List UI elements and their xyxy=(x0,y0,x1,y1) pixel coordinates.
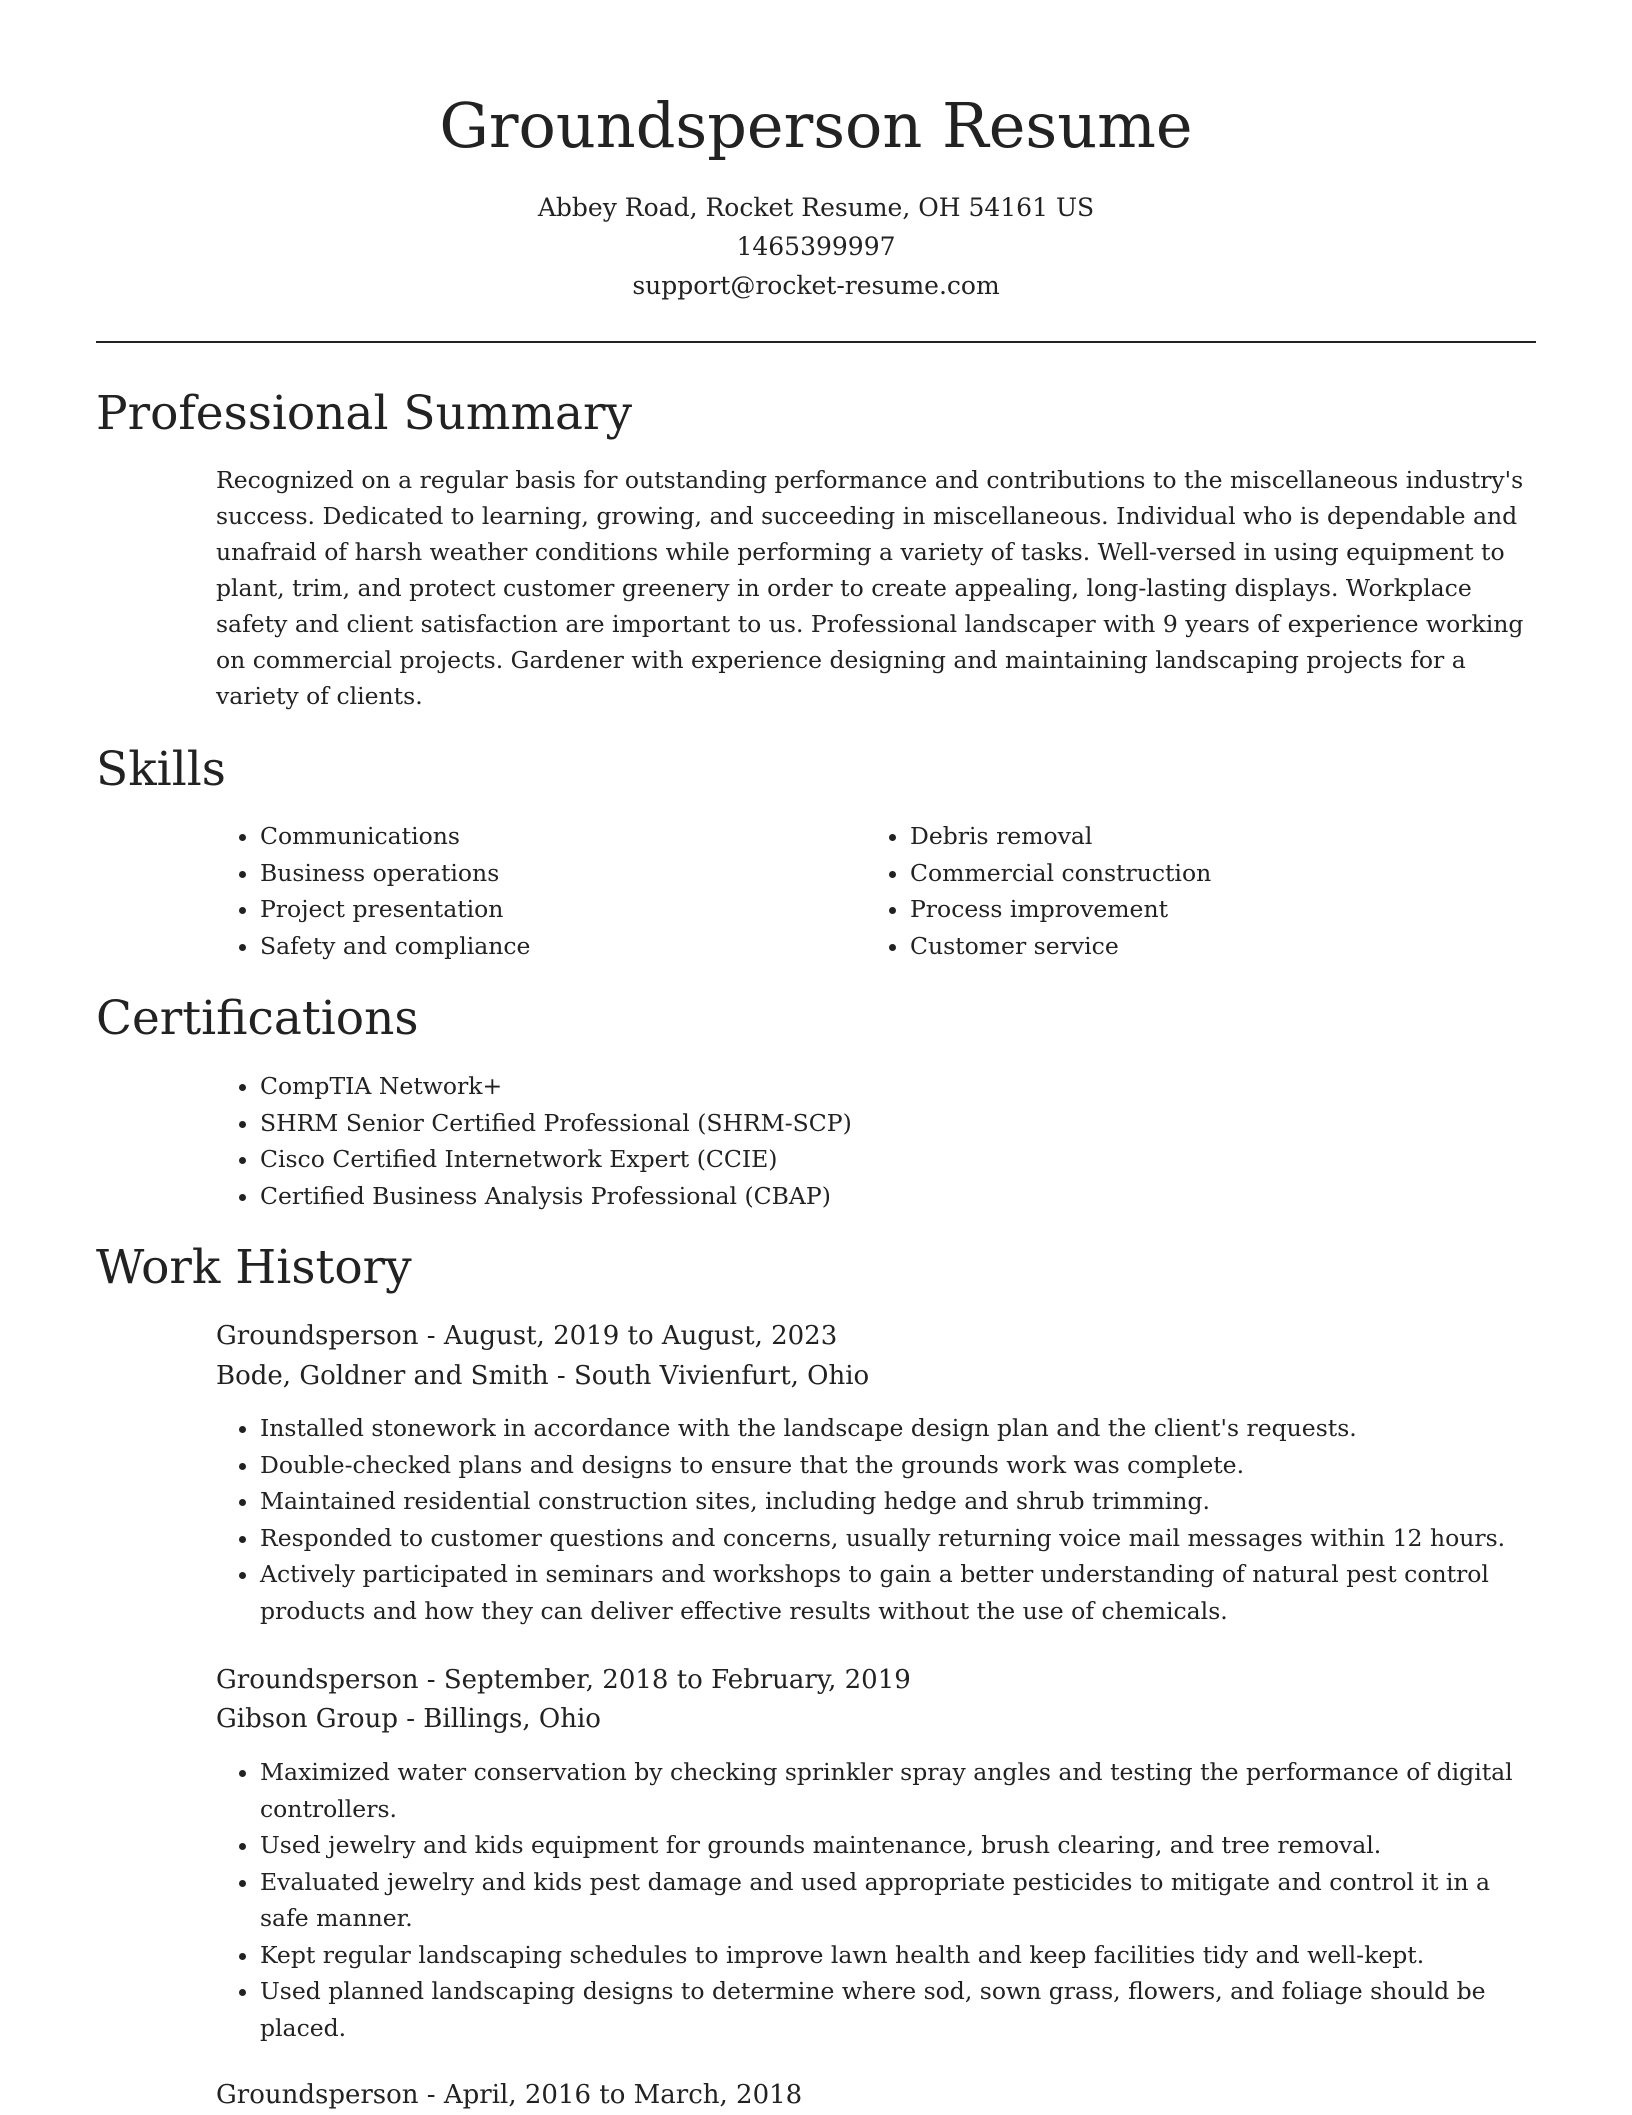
skills-list-left xyxy=(216,818,820,964)
job-company-line: Gibson Group - Billings, Ohio xyxy=(216,1704,601,1734)
list-item: • Evaluated jewelry and kids pest damage and used appropriate pesticides to mitigate and control it in a safe manner. xyxy=(260,1864,1536,1937)
job-bullets xyxy=(216,1754,1536,2046)
list-item: • Communications xyxy=(260,818,820,855)
work-history-heading: Work History xyxy=(96,1240,412,1295)
list-item: • Cisco Certified Internetwork Expert (CCIE) xyxy=(260,1141,1536,1178)
list-item: • Installed stonework in accordance with the landscape design plan and the client's requests. xyxy=(260,1410,1536,1447)
list-item: • Double-checked plans and designs to ensure that the grounds work was complete. xyxy=(260,1447,1536,1484)
certifications-list xyxy=(216,1068,1536,1214)
job-bullets xyxy=(216,1410,1536,1629)
job-title-line: Groundsperson - September, 2018 to February, 2019 xyxy=(216,1665,911,1695)
list-item: • Safety and compliance xyxy=(260,928,820,965)
list-item: • Business operations xyxy=(260,855,820,892)
list-item: • Certified Business Analysis Professional (CBAP) xyxy=(260,1178,1536,1215)
job-company-line: Bode, Goldner and Smith - South Vivienfurt, Ohio xyxy=(216,1361,870,1391)
list-item: • Project presentation xyxy=(260,891,820,928)
summary-heading: Professional Summary xyxy=(96,386,633,441)
contact-block xyxy=(0,188,1632,305)
list-item: • Process improvement xyxy=(910,891,1510,928)
list-item: • CompTIA Network+ xyxy=(260,1068,1536,1105)
resume-header xyxy=(0,0,1632,305)
address: Abbey Road, Rocket Resume, OH 54161 US xyxy=(537,193,1095,222)
list-item: • Maintained residential construction sites, including hedge and shrub trimming. xyxy=(260,1483,1536,1520)
page-title: Groundsperson Resume xyxy=(439,89,1193,162)
list-item: • Used jewelry and kids equipment for grounds maintenance, brush clearing, and tree removal. xyxy=(260,1827,1536,1864)
phone: 1465399997 xyxy=(736,232,896,261)
list-item: • Responded to customer questions and concerns, usually returning voice mail messages within 12 hours. xyxy=(260,1520,1536,1557)
list-item: • Actively participated in seminars and workshops to gain a better understanding of natural pest control products and how they can deliver effective results without the use of chemicals. xyxy=(260,1556,1536,1629)
list-item: • Kept regular landscaping schedules to improve lawn health and keep facilities tidy and well-kept. xyxy=(260,1937,1536,1974)
header-divider xyxy=(96,341,1536,343)
list-item: • Used planned landscaping designs to determine where sod, sown grass, flowers, and foliage should be placed. xyxy=(260,1973,1536,2046)
summary-text: Recognized on a regular basis for outstanding performance and contributions to the miscellaneous industry's success. Dedicated to learning, growing, and succeeding in miscellaneous. Individual who is dependable and unafraid of harsh weather conditions while performing a variety of tasks. Well-versed in using equipment to plant, trim, and protect customer greenery in order to create appealing, long-lasting displays. Workplace safety and client satisfaction are important to us. Professional landscaper with 9 years of experience working on commercial projects. Gardener with experience designing and maintaining landscaping projects for a variety of clients. xyxy=(216,466,1524,710)
certifications-heading: Certifications xyxy=(96,991,419,1046)
skills-list-right xyxy=(866,818,1510,964)
list-item: • SHRM Senior Certified Professional (SHRM-SCP) xyxy=(260,1105,1536,1142)
job-title-line: Groundsperson - August, 2019 to August, 2023 xyxy=(216,1321,838,1351)
list-item: • Maximized water conservation by checking sprinkler spray angles and testing the performance of digital controllers. xyxy=(260,1754,1536,1827)
list-item: • Commercial construction xyxy=(910,855,1510,892)
list-item: • Debris removal xyxy=(910,818,1510,855)
skills-heading: Skills xyxy=(96,742,226,797)
list-item: • Customer service xyxy=(910,928,1510,965)
email: support@rocket-resume.com xyxy=(632,271,1000,300)
job-title-line: Groundsperson - April, 2016 to March, 2018 xyxy=(216,2080,803,2110)
